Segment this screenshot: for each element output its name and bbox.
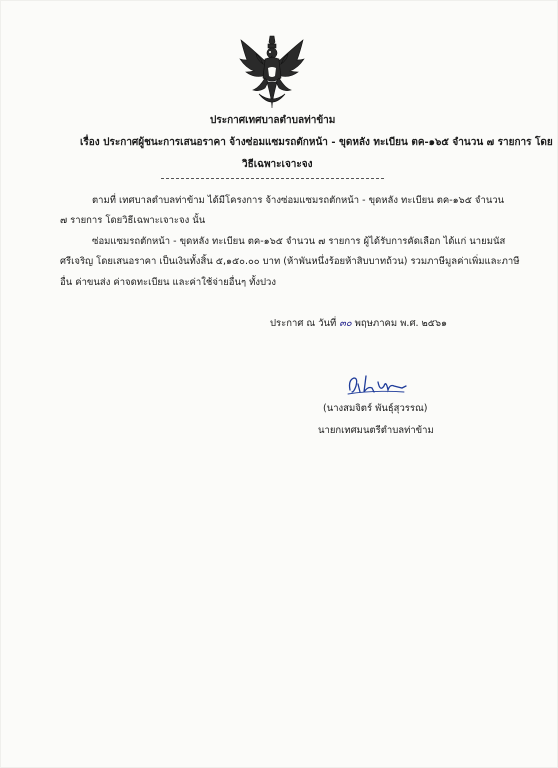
subject-label: เรื่อง bbox=[80, 137, 100, 148]
org-title: ประกาศเทศบาลตำบลท่าข้าม bbox=[210, 115, 336, 126]
paragraph-2-line-1: ซ่อมแซมรถตักหน้า - ขุดหลัง ทะเบียน ตค-๑๖๕ จำนวน ๗ รายการ ผู้ได้รับการคัดเลือก ได้แก่ นายมนัส bbox=[92, 236, 506, 247]
paragraph-2-line-3: อื่น ค่าขนส่ง ค่าจดทะเบียน และค่าใช้จ่ายอื่นๆ ทั้งปวง bbox=[60, 277, 277, 288]
signatory-name: (นางสมจิตร์ พันธุ์สุวรรณ) bbox=[323, 403, 428, 414]
subject-text-1: ประกาศผู้ชนะการเสนอราคา จ้างซ่อมแซมรถตักหน้า - ขุดหลัง ทะเบียน ตค-๑๖๕ จำนวน ๗ รายการ โดย bbox=[103, 137, 553, 148]
date-prefix: ประกาศ ณ วันที่ bbox=[270, 318, 337, 329]
handwritten-signature-icon bbox=[344, 372, 408, 398]
date-day: ๓๐ bbox=[339, 318, 352, 329]
garuda-emblem-icon bbox=[237, 34, 307, 110]
announcement-date bbox=[270, 317, 447, 330]
paragraph-1-line-2: ๗ รายการ โดยวิธีเฉพาะเจาะจง นั้น bbox=[60, 215, 206, 226]
subject-line-1 bbox=[80, 136, 553, 149]
divider bbox=[161, 178, 384, 179]
subject-line-2: วิธีเฉพาะเจาะจง bbox=[242, 159, 313, 170]
paragraph-2-line-2: ศรีเจริญ โดยเสนอราคา เป็นเงินทั้งสิ้น ๕,๑๕๐.๐๐ บาท (ห้าพันหนึ่งร้อยห้าสิบบาทถ้วน) รวมภาษีมูลค่าเพิ่มและภาษี bbox=[60, 256, 520, 267]
paragraph-1-line-1: ตามที่ เทศบาลตำบลท่าข้าม ได้มีโครงการ จ้างซ่อมแซมรถตักหน้า - ขุดหลัง ทะเบียน ตค-๑๖๕ จำนวน bbox=[92, 195, 505, 206]
signatory-title: นายกเทศมนตรีตำบลท่าข้าม bbox=[318, 425, 434, 436]
date-rest: พฤษภาคม พ.ศ. ๒๕๖๑ bbox=[354, 318, 448, 329]
